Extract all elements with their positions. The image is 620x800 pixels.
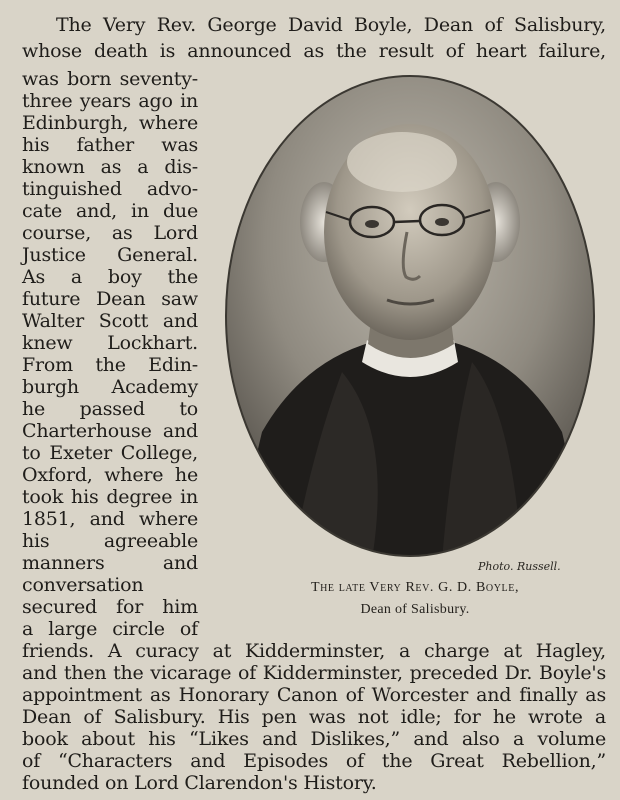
article-line: a large circle of: [22, 618, 198, 640]
article-line: From the Edin-: [22, 354, 198, 376]
photo-credit: Photo. Russell.: [478, 560, 561, 573]
article-line: Charterhouse and: [22, 420, 198, 442]
article-line: cate and, in due: [22, 200, 198, 222]
article-line: took his degree in: [22, 486, 198, 508]
article-line: Justice General.: [22, 244, 198, 266]
article-line: future Dean saw: [22, 288, 198, 310]
article-line: burgh Academy: [22, 376, 198, 398]
article-line: manners and: [22, 552, 198, 574]
article-line: appointment as Honorary Canon of Worcester and finally as: [22, 684, 606, 706]
article-line: to Exeter College,: [22, 442, 198, 464]
article-line: Dean of Salisbury. His pen was not idle; for he wrote a: [22, 706, 606, 728]
article-line: and then the vicarage of Kidderminster, preceded Dr. Boyle's: [22, 662, 606, 684]
article-line: his father was: [22, 134, 198, 156]
article-line: he passed to: [22, 398, 198, 420]
article-line: Walter Scott and: [22, 310, 198, 332]
article-line: knew Lockhart.: [22, 332, 198, 354]
caption-title: The late Very Rev. G. D. Boyle,: [310, 580, 520, 595]
article-line: course, as Lord: [22, 222, 198, 244]
article-line: his agreeable: [22, 530, 198, 552]
article-line: was born seventy-: [22, 68, 198, 90]
article-line: conversation: [22, 574, 144, 596]
article-line: secured for him: [22, 596, 198, 618]
article-line: book about his “Likes and Dislikes,” and also a volume: [22, 728, 606, 750]
article-line: Edinburgh, where: [22, 112, 198, 134]
portrait-photo: [222, 72, 598, 560]
article-line: founded on Lord Clarendon's History.: [22, 772, 606, 794]
article-line: of “Characters and Episodes of the Great Rebellion,”: [22, 750, 606, 772]
article-line: tinguished advo-: [22, 178, 198, 200]
article-line: As a boy the: [22, 266, 198, 288]
article-line: three years ago in: [22, 90, 198, 112]
article-line: whose death is announced as the result of heart failure,: [22, 40, 606, 62]
article-line: known as a dis-: [22, 156, 198, 178]
article-line: The Very Rev. George David Boyle, Dean of Salisbury,: [56, 14, 606, 36]
article-line: friends. A curacy at Kidderminster, a charge at Hagley,: [22, 640, 606, 662]
article-line: Oxford, where he: [22, 464, 198, 486]
article-line: 1851, and where: [22, 508, 198, 530]
caption-subtitle: Dean of Salisbury.: [360, 602, 470, 617]
